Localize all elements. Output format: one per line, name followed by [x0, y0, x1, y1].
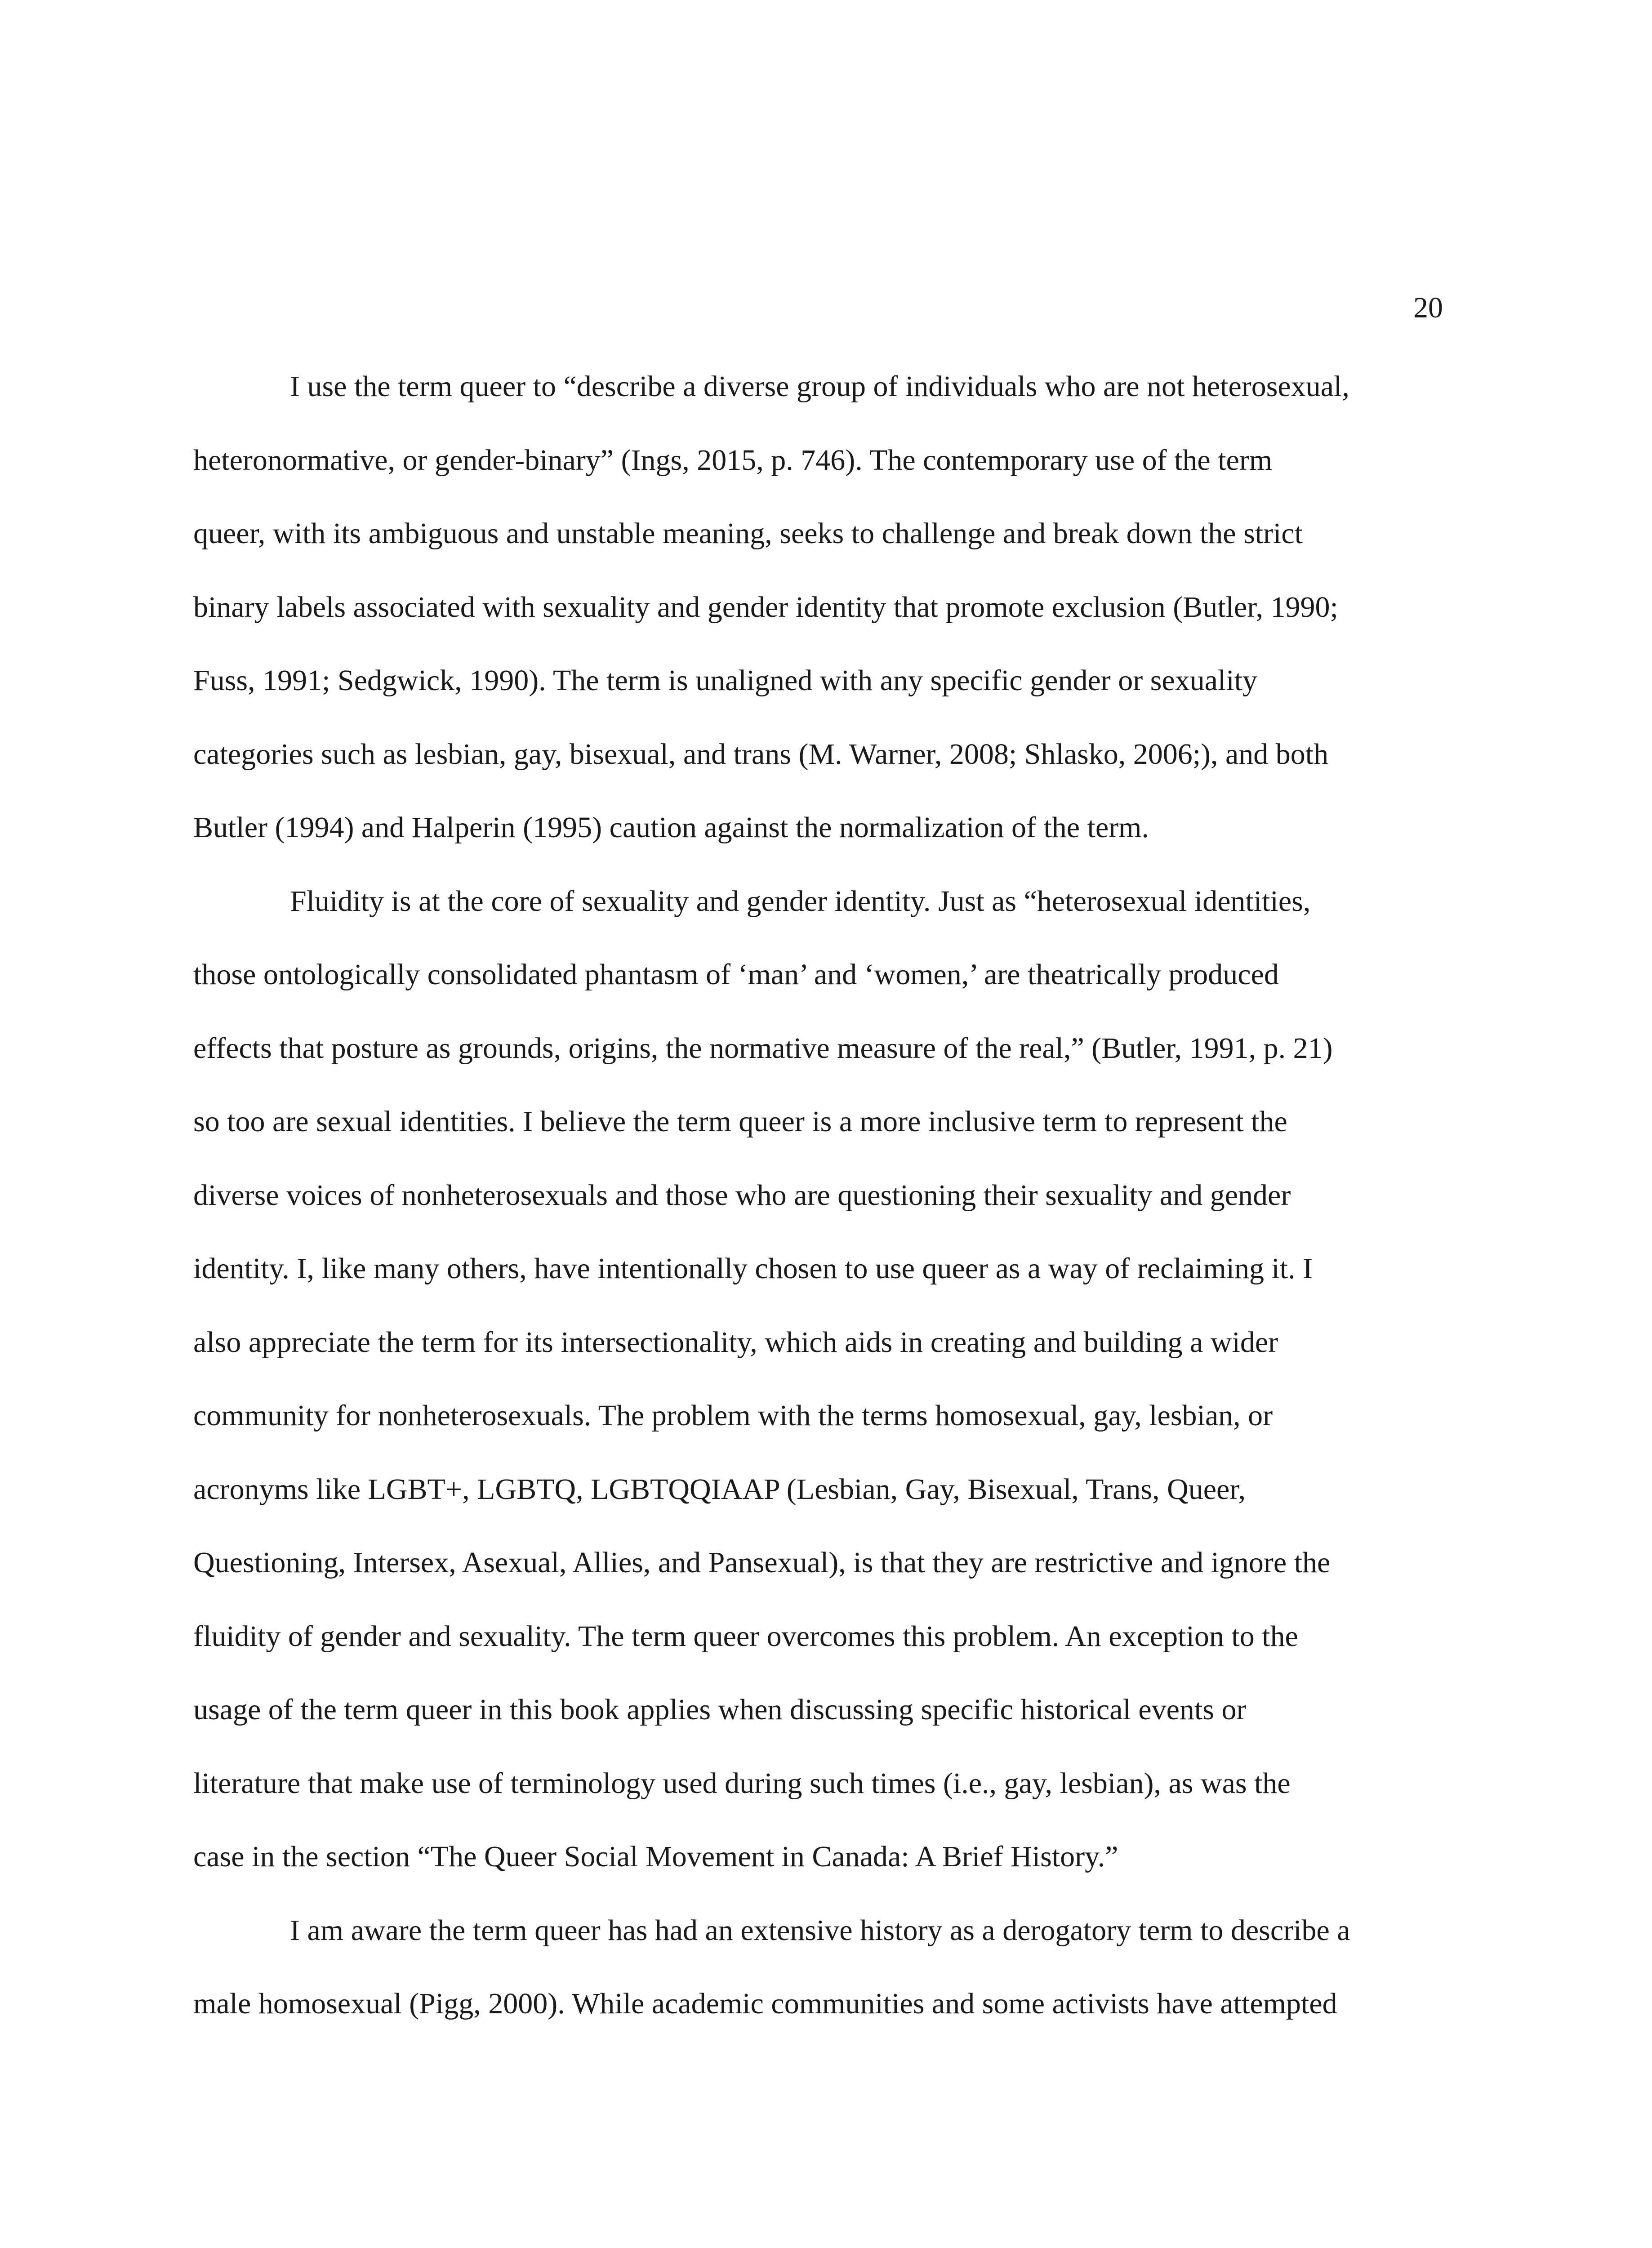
text-line: those ontologically consolidated phantasm of ‘man’ and ‘women,’ are theatrically produced [193, 958, 1279, 991]
text-line: heteronormative, or gender-binary” (Ings, 2015, p. 746). The contemporary use of the term [193, 443, 1273, 477]
text-line: so too are sexual identities. I believe the term queer is a more inclusive term to represent the [193, 1105, 1287, 1138]
text-line: male homosexual (Pigg, 2000). While academic communities and some activists have attempted [193, 1987, 1337, 2020]
text-line: also appreciate the term for its intersectionality, which aids in creating and building a wider [193, 1325, 1278, 1359]
text-line: identity. I, like many others, have intentionally chosen to use queer as a way of reclaiming it. I [193, 1252, 1313, 1285]
text-line: Questioning, Intersex, Asexual, Allies, and Pansexual), is that they are restrictive and ignore the [193, 1546, 1331, 1579]
text-line: Butler (1994) and Halperin (1995) caution against the normalization of the term. [193, 811, 1149, 844]
text-line: acronyms like LGBT+, LGBTQ, LGBTQQIAAP (Lesbian, Gay, Bisexual, Trans, Queer, [193, 1472, 1246, 1506]
text-line: literature that make use of terminology used during such times (i.e., gay, lesbian), as was the [193, 1766, 1291, 1800]
text-line: community for nonheterosexuals. The problem with the terms homosexual, gay, lesbian, or [193, 1399, 1273, 1432]
text-line: diverse voices of nonheterosexuals and those who are questioning their sexuality and gender [193, 1178, 1291, 1212]
text-line: usage of the term queer in this book applies when discussing specific historical events or [193, 1693, 1247, 1726]
text-line: fluidity of gender and sexuality. The term queer overcomes this problem. An exception to the [193, 1619, 1298, 1653]
text-line: I am aware the term queer has had an extensive history as a derogatory term to describe a [290, 1913, 1350, 1947]
text-line: binary labels associated with sexuality and gender identity that promote exclusion (Butler, 1990; [193, 590, 1338, 624]
text-line: effects that posture as grounds, origins, the normative measure of the real,” (Butler, 1991, p. 21) [193, 1031, 1333, 1065]
body-text [193, 350, 1452, 2041]
text-line: categories such as lesbian, gay, bisexual, and trans (M. Warner, 2008; Shlasko, 2006;), and both [193, 737, 1329, 771]
text-line: case in the section “The Queer Social Movement in Canada: A Brief History.” [193, 1840, 1118, 1873]
text-line: Fluidity is at the core of sexuality and gender identity. Just as “heterosexual identities, [290, 884, 1311, 918]
page-number: 20 [1413, 291, 1443, 324]
text-line: queer, with its ambiguous and unstable meaning, seeks to challenge and break down the strict [193, 517, 1303, 550]
text-line: I use the term queer to “describe a diverse group of individuals who are not heterosexual, [290, 370, 1349, 403]
text-line: Fuss, 1991; Sedgwick, 1990). The term is unaligned with any specific gender or sexuality [193, 664, 1258, 697]
